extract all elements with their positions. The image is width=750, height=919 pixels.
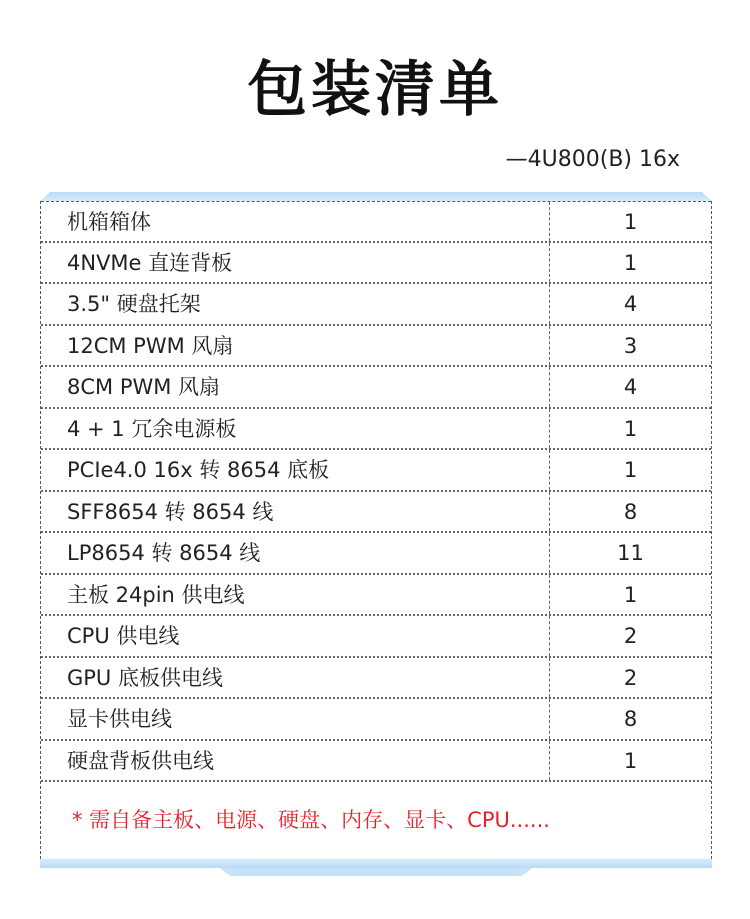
item-quantity: 3 [623,333,638,358]
item-name: 硬盘背板供电线 [67,748,214,773]
table-row [41,492,711,534]
model-subtitle: —4U800(B) 16x [505,147,680,172]
item-name: 3.5" 硬盘托架 [67,292,201,316]
item-name: GPU 底板供电线 [67,665,223,690]
item-name: SFF8654 转 8654 线 [67,499,274,524]
item-name: 4NVMe 直连背板 [67,250,233,275]
item-quantity: 1 [623,250,638,275]
table-row [41,326,711,368]
table-row [41,658,711,700]
item-quantity: 11 [617,541,644,565]
item-quantity: 2 [623,624,638,648]
item-name: 12CM PWM 风扇 [67,333,234,358]
item-quantity: 2 [623,665,638,690]
packing-list-table [40,201,712,859]
item-quantity: 1 [623,582,638,607]
item-quantity: 8 [623,499,638,524]
item-quantity: 8 [623,707,638,731]
table-row [41,284,711,326]
item-quantity: 4 [623,292,638,316]
table-row [41,575,711,617]
table-bottom-tab [220,868,532,876]
item-quantity: 1 [623,210,638,234]
item-name: LP8654 转 8654 线 [67,541,261,565]
item-name: 显卡供电线 [67,707,172,731]
table-row [41,201,711,243]
item-name: 8CM PWM 风扇 [67,375,221,399]
item-name: PCIe4.0 16x 转 8654 底板 [67,458,330,482]
item-quantity: 1 [623,416,638,441]
table-row [41,243,711,285]
table-row [41,699,711,741]
table-row [41,367,711,409]
item-quantity: 4 [623,375,638,399]
table-row [41,741,711,783]
table-top-band [40,192,712,201]
item-name: 机箱箱体 [67,210,151,234]
table-row [41,533,711,575]
item-quantity: 1 [623,748,638,773]
item-name: 4 + 1 冗余电源板 [67,416,237,441]
table-row [41,409,711,451]
table-row [41,616,711,658]
page-title: 包装清单 [247,55,503,125]
item-name: CPU 供电线 [67,624,180,648]
item-name: 主板 24pin 供电线 [67,582,245,607]
table-bottom-band [40,859,712,868]
table-row [41,450,711,492]
item-quantity: 1 [623,458,638,482]
note-text: * 需自备主板、电源、硬盘、内存、显卡、CPU...... [72,808,550,832]
